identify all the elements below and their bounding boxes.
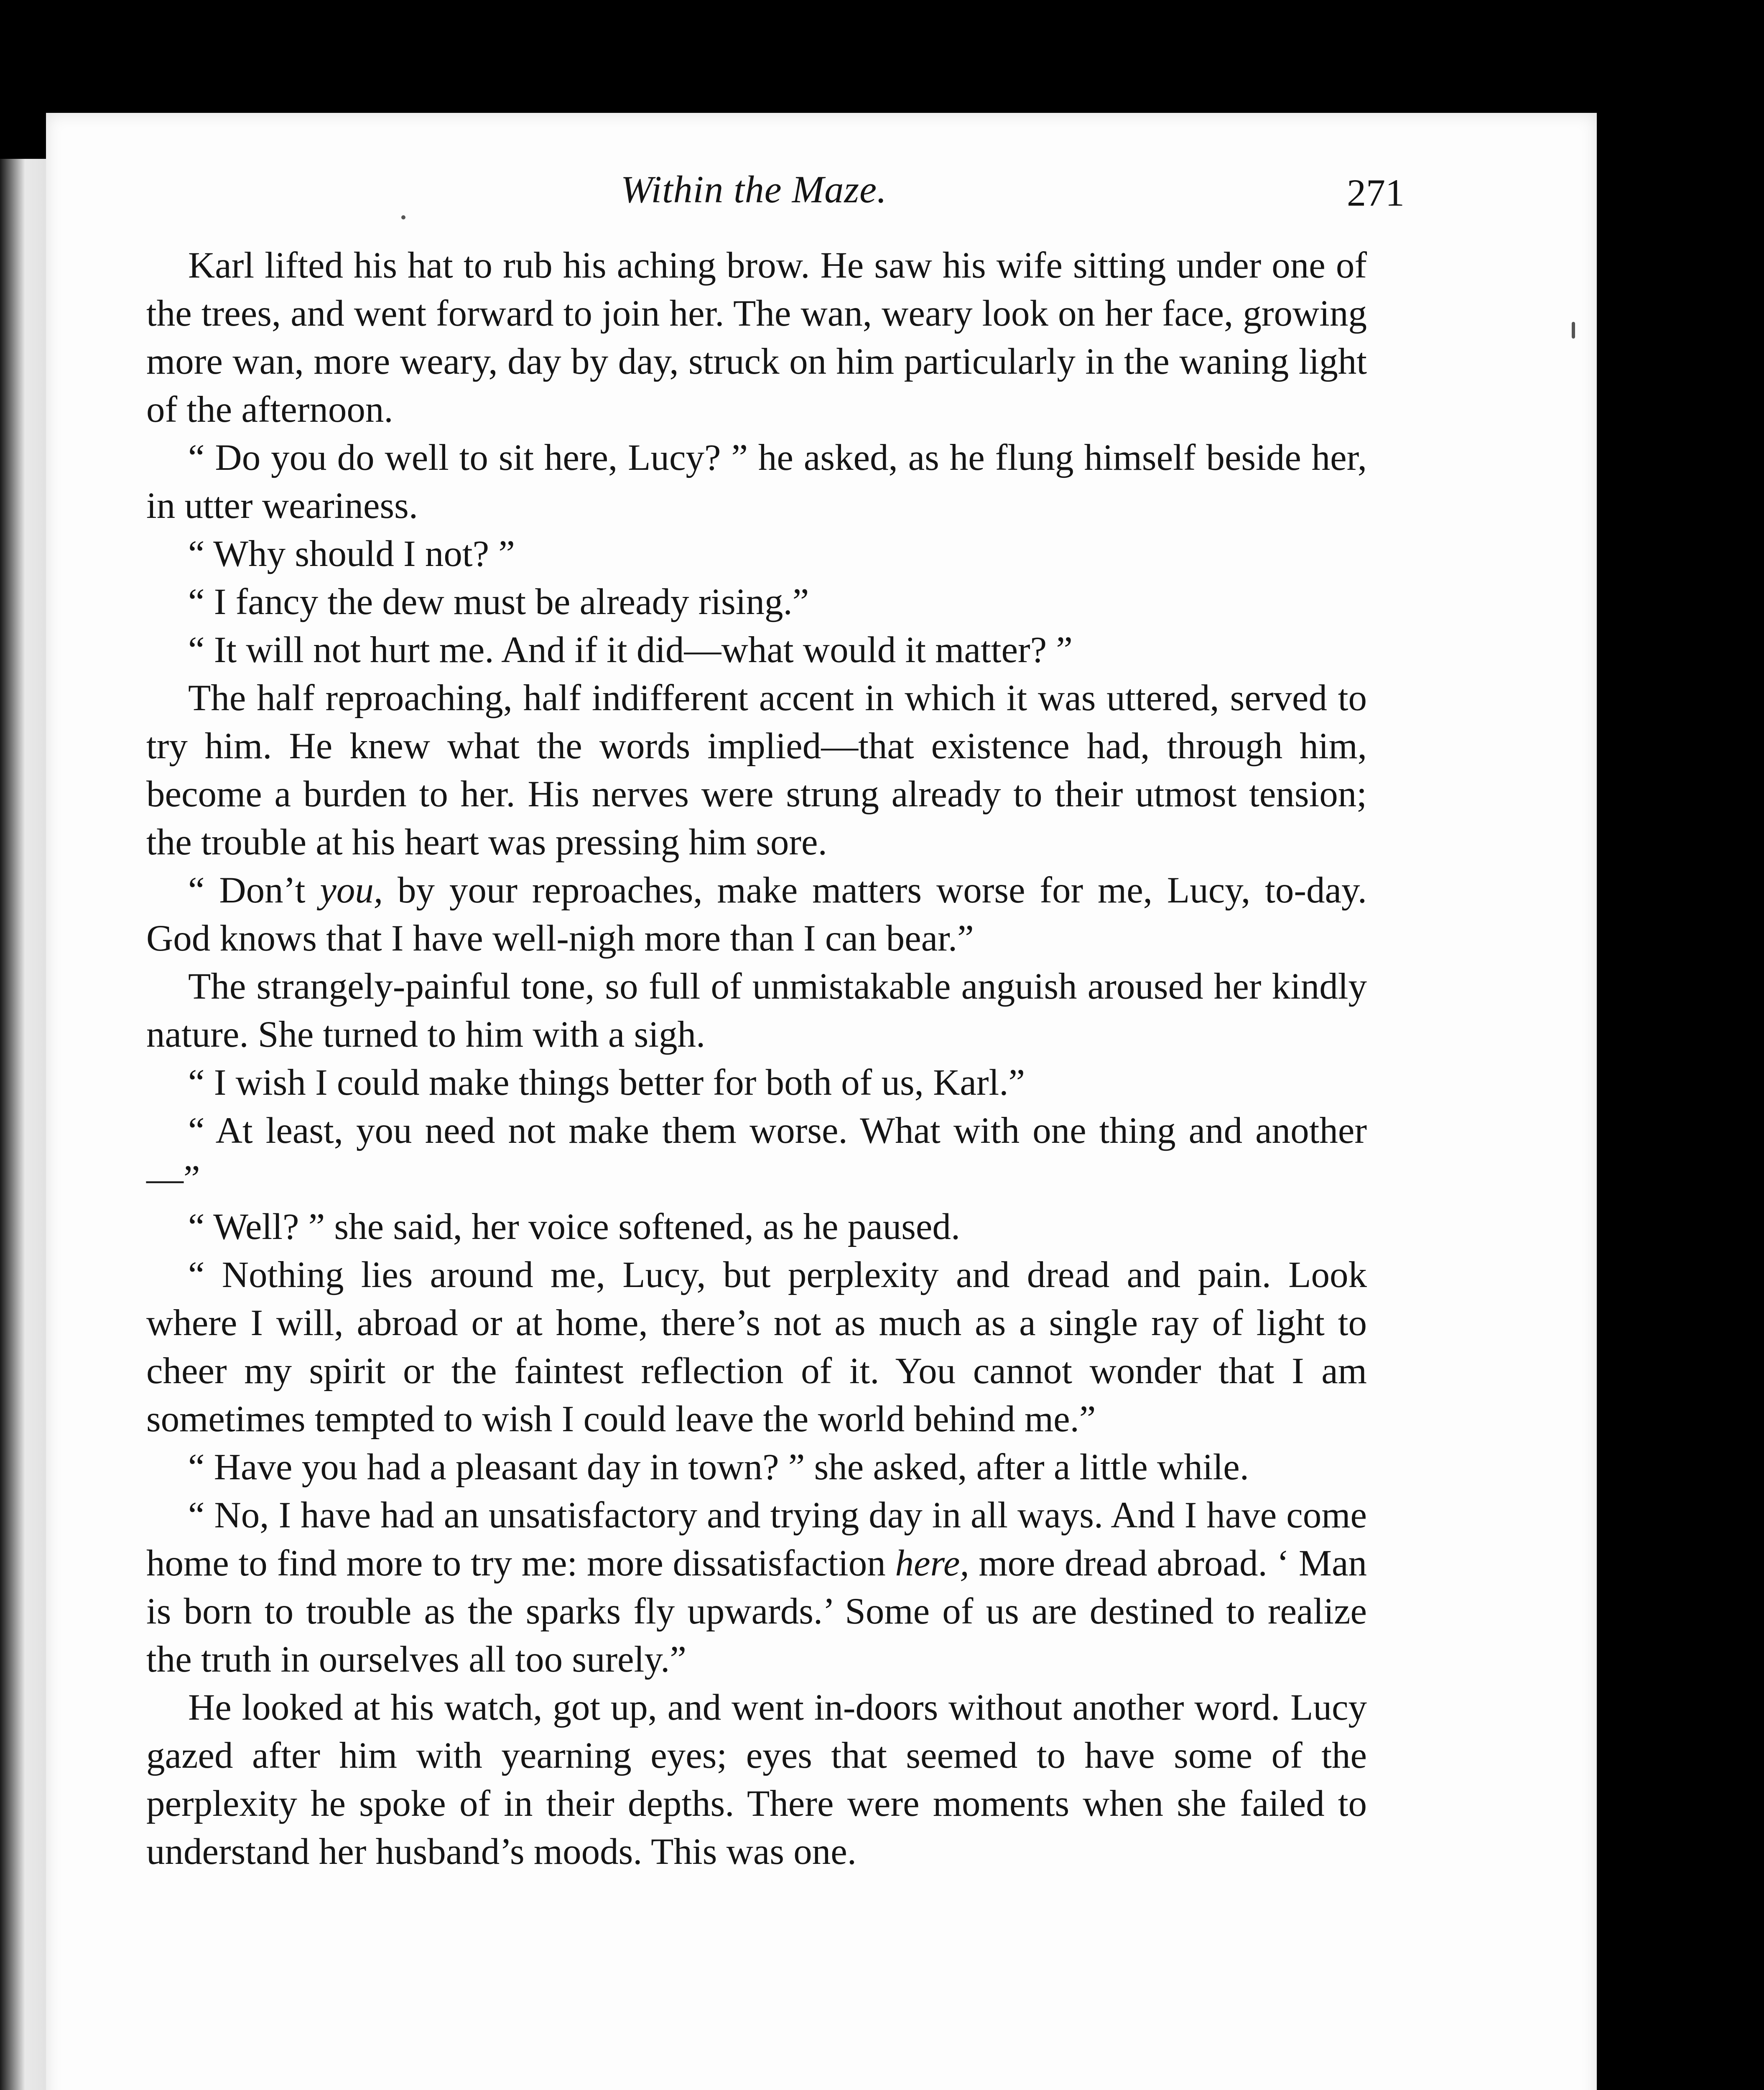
page-number: 271 — [1347, 171, 1405, 214]
paragraph — [146, 434, 1367, 530]
text-segment: The strangely-painful tone, so full of unmistakable anguish aroused her kindly nature. She turned to him with a sigh. — [146, 966, 1367, 1055]
text-segment: He looked at his watch, got up, and went in-doors without another word. Lucy gazed after him with yearning eyes; eyes that seemed to have some of the perplexity he spoke of in their depths. There were moments when she failed to understand her husband’s moods. This was one. — [146, 1687, 1367, 1872]
paragraph — [146, 1443, 1367, 1491]
running-header — [150, 167, 1405, 238]
text-segment: by your reproaches, make matters worse for me, Lucy, to-day. God knows that I have well-nigh more than I can bear.” — [146, 870, 1367, 959]
italic-text: here, — [895, 1543, 969, 1584]
text-segment: “ It will not hurt me. And if it did—what would it matter? ” — [188, 630, 1073, 670]
paragraph — [146, 626, 1367, 674]
paragraph — [146, 578, 1367, 626]
text-segment: “ Do you do well to sit here, Lucy? ” he asked, as he flung himself beside her, in utter weariness. — [146, 437, 1367, 526]
text-segment: “ Well? ” she said, her voice softened, as he paused. — [188, 1206, 961, 1247]
paragraph — [146, 1203, 1367, 1251]
paragraph — [146, 1684, 1367, 1876]
text-segment: “ Don’t — [188, 870, 320, 911]
italic-text: you, — [320, 870, 383, 911]
text-segment: “ I wish I could make things better for both of us, Karl.” — [188, 1062, 1025, 1103]
text-segment: “ Have you had a pleasant day in town? ” she asked, after a little while. — [188, 1447, 1249, 1488]
paragraph — [146, 1059, 1367, 1107]
text-segment: “ Nothing lies around me, Lucy, but perplexity and dread and pain. Look where I will, abroad or at home, there’s not as much as a single ray of light to cheer my spirit or the faintest reflection of it. You cannot wonder that I am sometimes tempted to wish I could leave the world behind me.” — [146, 1254, 1367, 1440]
paragraph — [146, 674, 1367, 867]
text-segment: “ Why should I not? ” — [188, 533, 515, 574]
paragraph — [146, 1491, 1367, 1684]
paragraph — [146, 530, 1367, 578]
body-text — [146, 242, 1367, 1876]
text-segment: The half reproaching, half indifferent accent in which it was uttered, served to try him. He knew what the words implied—that existence had, through him, become a burden to her. His nerves were strung already to their utmost tension; the trouble at his heart was pressing him sore. — [146, 678, 1367, 863]
text-segment: Karl lifted his hat to rub his aching brow. He saw his wife sitting under one of the trees, and went forward to join her. The wan, weary look on her face, growing more wan, more weary, day by day, struck on him particularly in the waning light of the afternoon. — [146, 245, 1367, 430]
paragraph — [146, 242, 1367, 434]
paragraph — [146, 867, 1367, 963]
text-segment: “ I fancy the dew must be already rising.” — [188, 581, 809, 622]
header-title: Within the Maze. — [621, 168, 887, 211]
paragraph — [146, 963, 1367, 1059]
paragraph — [146, 1251, 1367, 1443]
text-segment: “ No, I have had an unsatisfactory and trying day in all ways. And I have come home to find more to try me: more dissatisfaction — [146, 1495, 1367, 1584]
paper-speck — [1572, 322, 1575, 339]
text-segment: “ At least, you need not make them worse. What with one thing and another—” — [146, 1110, 1367, 1199]
text-segment: more dread abroad. ‘ Man is born to trouble as the sparks fly upwards.’ Some of us are destined to realize the truth in ourselves all too surely.” — [146, 1543, 1367, 1680]
paragraph — [146, 1107, 1367, 1203]
